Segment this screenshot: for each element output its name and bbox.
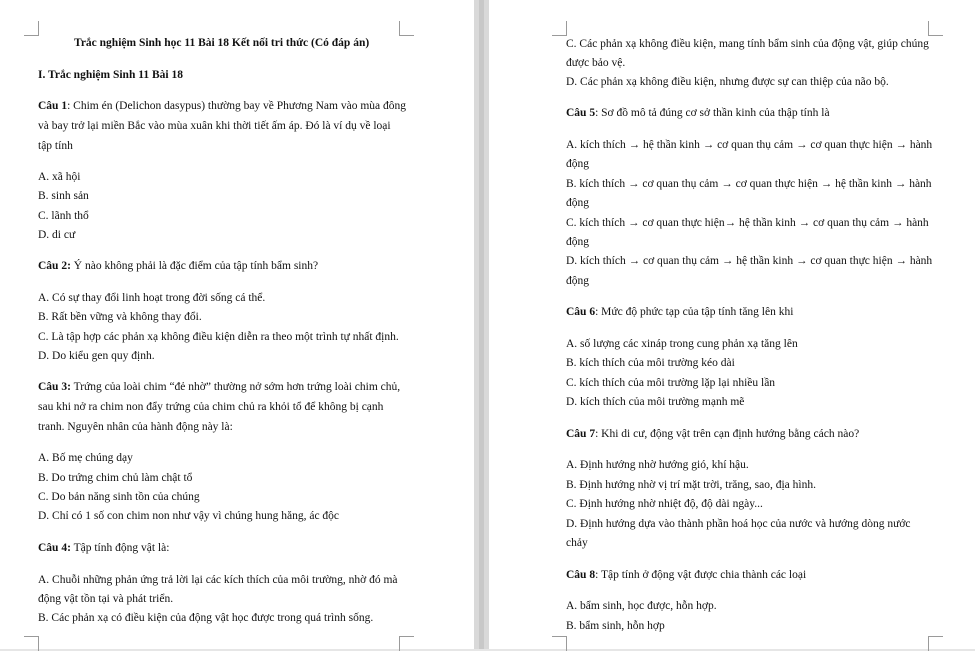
question-text: sau khi nở ra chim non đẩy trứng của chim chủ ra khỏi tổ để không bị cạnh	[38, 401, 384, 413]
answer-option: động	[566, 197, 589, 209]
question-label: Câu 5	[566, 107, 596, 119]
question-text: Ý nào không phải là đặc điểm của tập tính bẩm sinh?	[70, 260, 319, 272]
answer-option: chảy	[566, 537, 588, 549]
answer-option: B. bẩm sinh, hỗn hợp	[566, 620, 665, 632]
question-7	[566, 427, 859, 441]
answer-option: động	[566, 236, 589, 248]
answer-option: B. Do trứng chim chủ làm chật tổ	[38, 472, 193, 484]
answer-option: D. kích thích của môi trường mạnh mẽ	[566, 396, 745, 408]
answer-option: C. Các phản xạ không điều kiện, mang tính bẩm sinh của động vật, giúp chúng	[566, 38, 929, 50]
question-label: Câu 2:	[38, 260, 71, 272]
question-text: : Sơ đồ mô tả đúng cơ sở thần kinh của thập tính là	[595, 107, 830, 119]
answer-option: động	[566, 158, 589, 170]
answer-option: A. số lượng các xináp trong cung phản xạ tăng lên	[566, 338, 798, 350]
corner-mark	[928, 21, 943, 36]
answer-option: C. Là tập hợp các phản xạ không điều kiện diễn ra theo một trình tự nhất định.	[38, 331, 399, 343]
answer-option: C. lãnh thổ	[38, 210, 89, 222]
answer-option: A. kích thích → hệ thần kinh → cơ quan thụ cảm → cơ quan thực hiện → hành	[566, 139, 933, 151]
answer-option: động	[566, 275, 589, 287]
answer-option: B. sinh sản	[38, 190, 89, 202]
question-text: : Khi di cư, động vật trên cạn định hướng bằng cách nào?	[595, 428, 860, 440]
question-1	[38, 99, 406, 113]
answer-option: B. kích thích của môi trường kéo dài	[566, 357, 735, 369]
question-4	[38, 541, 169, 555]
answer-option: D. Định hướng dựa vào thành phần hoá học của nước và hướng dòng nước	[566, 518, 911, 530]
answer-option: D. kích thích → cơ quan thụ cảm → hệ thần kinh → cơ quan thực hiện → hành	[566, 255, 933, 267]
question-label: Câu 3:	[38, 381, 71, 393]
question-text: tập tính	[38, 140, 73, 152]
question-text: : Mức độ phức tạp của tập tính tăng lên khi	[595, 306, 794, 318]
question-8	[566, 568, 806, 582]
question-text: : Tập tính ở động vật được chia thành các loại	[595, 569, 807, 581]
question-text: Tập tính động vật là:	[70, 542, 170, 554]
answer-option: C. kích thích → cơ quan thực hiện→ hệ thần kinh → cơ quan thụ cảm → hành	[566, 217, 929, 229]
answer-option: D. Do kiểu gen quy định.	[38, 350, 155, 362]
answer-option: B. kích thích → cơ quan thụ cảm → cơ quan thực hiện → hệ thần kinh → hành	[566, 178, 932, 190]
answer-option: được bảo vệ.	[566, 57, 626, 69]
section-heading: I. Trắc nghiệm Sinh 11 Bài 18	[38, 69, 183, 81]
answer-option: D. di cư	[38, 229, 76, 241]
question-text: Trứng của loài chim “đẻ nhờ” thường nở sớm hơn trứng loài chim chủ,	[70, 381, 401, 393]
page-gutter	[474, 0, 489, 649]
question-5	[566, 106, 830, 120]
question-2	[38, 259, 318, 273]
answer-option: C. Do bản năng sinh tồn của chúng	[38, 491, 200, 503]
answer-option: động vật tồn tại và phát triển.	[38, 593, 174, 605]
question-text: : Chim én (Delichon dasypus) thường bay về Phương Nam vào mùa đông	[67, 100, 406, 112]
question-text: và bay trở lại miền Bắc vào mùa xuân khi thời tiết ấm áp. Đó là ví dụ về loại	[38, 120, 391, 132]
question-label: Câu 4:	[38, 542, 71, 554]
answer-option: A. Bố mẹ chúng dạy	[38, 452, 133, 464]
question-label: Câu 8	[566, 569, 596, 581]
document-title: Trắc nghiệm Sinh học 11 Bài 18 Kết nối tri thức (Có đáp án)	[74, 37, 370, 49]
answer-option: B. Định hướng nhờ vị trí mặt trời, trăng, sao, địa hình.	[566, 479, 816, 491]
answer-option: A. xã hội	[38, 171, 81, 183]
question-label: Câu 1	[38, 100, 68, 112]
question-label: Câu 7	[566, 428, 596, 440]
answer-option: C. Định hướng nhờ nhiệt độ, độ dài ngày...	[566, 498, 763, 510]
answer-option: B. Rất bền vững và không thay đổi.	[38, 311, 202, 323]
corner-mark	[24, 21, 39, 36]
corner-mark	[399, 21, 414, 36]
answer-option: A. bẩm sinh, học được, hỗn hợp.	[566, 600, 717, 612]
question-6	[566, 305, 793, 319]
answer-option: D. Chỉ có 1 số con chim non như vậy vì chúng hung hăng, ác độc	[38, 510, 340, 522]
answer-option: A. Định hướng nhờ hướng gió, khí hậu.	[566, 459, 749, 471]
answer-option: D. Các phản xạ không điều kiện, nhưng được sự can thiệp của não bộ.	[566, 76, 889, 88]
corner-mark	[552, 21, 567, 36]
question-text: tranh. Nguyên nhân của hành động này là:	[38, 421, 233, 433]
question-label: Câu 6	[566, 306, 596, 318]
answer-option: C. kích thích của môi trường lặp lại nhiều lần	[566, 377, 776, 389]
answer-option: B. Các phản xạ có điều kiện của động vật học được trong quá trình sống.	[38, 612, 374, 624]
answer-option: A. Có sự thay đổi linh hoạt trong đời sống cá thể.	[38, 292, 266, 304]
question-3	[38, 380, 400, 394]
answer-option: A. Chuỗi những phản ứng trả lời lại các kích thích của môi trường, nhờ đó mà	[38, 574, 398, 586]
document-page-right	[489, 0, 975, 649]
